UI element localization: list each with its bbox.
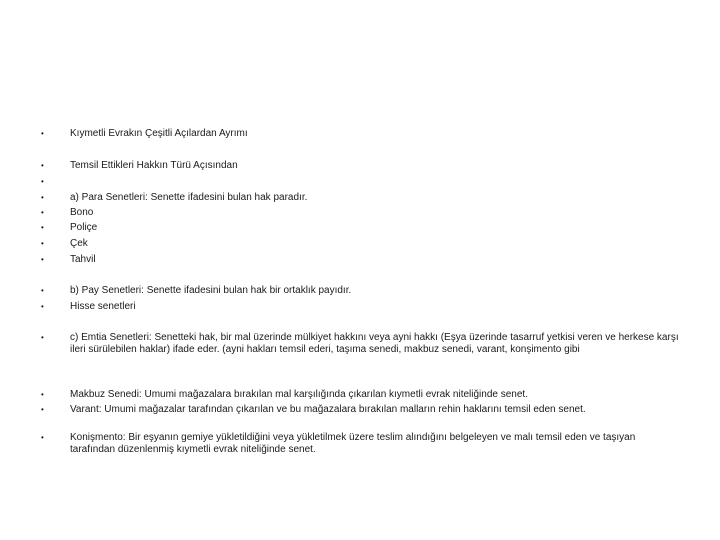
bullet-icon: • [41, 223, 44, 232]
bullet-icon: • [41, 177, 44, 186]
bullet-icon: • [41, 302, 44, 311]
list-item-text: Hisse senetleri [70, 301, 136, 312]
emtia-senetleri-text: c) Emtia Senetleri: Senetteki hak, bir mal üzerinde mülkiyet hakkını veya ayni hakkı (Eşya üzerinde tasarruf yetkisi veren ve herkese karşı ileri sürülebilen haklar) ifade eder. (ayni hakları temsil ederi, taşıma senedi, makbuz senedi, varant, konşimento gibi [70, 332, 679, 355]
bullet-icon: • [41, 129, 44, 138]
bullet-icon: • [41, 208, 44, 217]
bullet-icon: • [41, 286, 44, 295]
konismento-text: Konişmento: Bir eşyanın gemiye yükletildiğini veya yükletilmek üzere teslim alındığını belgeleyen ve malı temsil eden ve taşıyan tarafından düzenlenmiş kıymetli evrak niteliğinde senet. [70, 432, 636, 455]
para-senetleri-text: a) Para Senetleri: Senette ifadesini bulan hak paradır. [70, 192, 308, 203]
varant-text: Varant: Umumi mağazalar tarafından çıkarılan ve bu mağazalara bırakılan malların rehin haklarını temsil eden senet. [70, 404, 586, 415]
makbuz-senedi-text: Makbuz Senedi: Umumi mağazalara bırakılan mal karşılığında çıkarılan kıymetli evrak niteliğinde senet. [70, 389, 528, 400]
bullet-icon: • [41, 193, 44, 202]
bullet-icon: • [41, 239, 44, 248]
bullet-icon: • [41, 390, 44, 399]
subheading-text: Temsil Ettikleri Hakkın Türü Açısından [70, 160, 238, 171]
list-item-text: Tahvil [70, 254, 96, 265]
bullet-icon: • [41, 161, 44, 170]
bullet-icon: • [41, 433, 44, 442]
bullet-icon: • [41, 405, 44, 414]
heading-text: Kıymetli Evrakın Çeşitli Açılardan Ayrımı [70, 128, 248, 139]
bullet-icon: • [41, 255, 44, 264]
list-item-text: Poliçe [70, 222, 98, 233]
list-item-text: Çek [70, 238, 88, 249]
bullet-icon: • [41, 333, 44, 342]
list-item-text: Bono [70, 207, 94, 218]
pay-senetleri-text: b) Pay Senetleri: Senette ifadesini bulan hak bir ortaklık payıdır. [70, 285, 352, 296]
